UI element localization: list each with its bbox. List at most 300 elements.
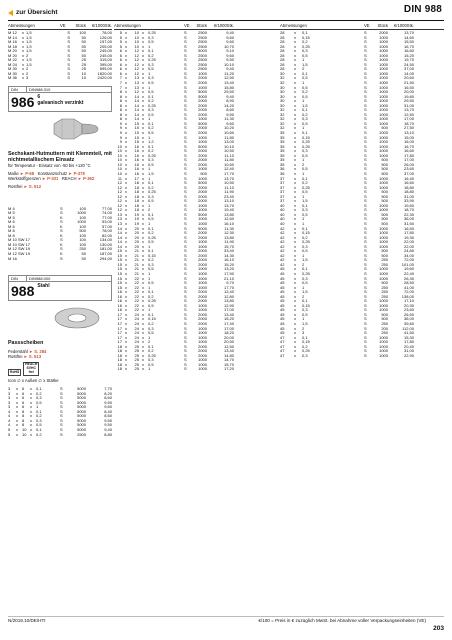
- table-cell: 19,40: [223, 208, 234, 213]
- table-cell: 12,50: [223, 76, 234, 81]
- table-cell: M 12: [8, 31, 17, 35]
- table-cell: 22: [134, 281, 139, 286]
- table-cell: 9,70: [226, 281, 234, 286]
- table-cell: S: [184, 217, 187, 222]
- table-cell: x: [294, 190, 296, 195]
- table-cell: x: [16, 427, 18, 432]
- table-cell: 18: [117, 367, 122, 372]
- table-cell: 0,5: [148, 112, 154, 117]
- table-cell: M 10 SW 17: [8, 238, 31, 243]
- table-cell: 6: [22, 405, 25, 410]
- table-cell: 25: [134, 358, 139, 363]
- table-cell: 17: [117, 312, 122, 317]
- table-cell: 5000: [198, 212, 207, 217]
- table-row: 13 x 19 x 0,5 S 1000 12,60: [114, 217, 276, 222]
- table-cell: x: [294, 326, 296, 331]
- table-cell: 1000: [198, 117, 207, 122]
- table-cell: 0,2: [302, 112, 308, 117]
- table-cell: 100: [79, 206, 86, 211]
- table-cell: 13,70: [223, 176, 234, 181]
- link-werkstoff[interactable]: ► P-331: [41, 175, 59, 181]
- table-cell: 22,90: [403, 353, 414, 358]
- table-cell: 10: [117, 153, 122, 158]
- table-cell: 24: [134, 340, 139, 345]
- table-cell: S: [184, 312, 187, 317]
- table-row: 17 x 24 x 2 S 1000 20,50: [114, 340, 276, 345]
- table-cell: S: [364, 71, 367, 76]
- table-cell: 0,25: [302, 271, 310, 276]
- table-cell: x: [294, 276, 296, 281]
- table-cell: S: [184, 212, 187, 217]
- table-row: 8 x 14 x 0,25 S 2000 14,20: [114, 104, 276, 109]
- table-cell: 78,00: [101, 31, 112, 35]
- table-cell: x: [294, 258, 296, 263]
- table-cell: 0,1: [148, 181, 154, 186]
- table-row: 7 x 13 x 0,3 S 2000 12,50: [114, 76, 276, 81]
- table-cell: 18: [117, 358, 122, 363]
- table-cell: x: [30, 423, 32, 428]
- table-cell: 1000: [198, 271, 207, 276]
- table-cell: S: [184, 362, 187, 367]
- table-cell: 0,2: [36, 391, 42, 396]
- table-cell: 18: [117, 349, 122, 354]
- table-cell: S: [67, 58, 70, 63]
- table-cell: S: [364, 262, 367, 267]
- table-cell: 130,00: [99, 242, 112, 247]
- table-cell: 35: [280, 162, 285, 167]
- table-cell: 6: [119, 62, 122, 67]
- table-cell: M 6: [8, 224, 15, 229]
- table-cell: 2000: [198, 199, 207, 204]
- table-cell: 9,10: [226, 49, 234, 54]
- table-row: 18 x 25 x 1 S 1000 17,20: [114, 367, 276, 372]
- table-cell: 100: [79, 242, 86, 247]
- table-cell: 12,90: [223, 303, 234, 308]
- table-cell: 45: [280, 303, 285, 308]
- table-row: 14 x 20 x 0,1 S 5000 11,30: [114, 227, 276, 232]
- table-cell: S: [364, 103, 367, 108]
- table-cell: 17: [117, 331, 122, 336]
- table-cell: 2000: [198, 162, 207, 167]
- table-row: 15 x 21 x 0,3 S 2000 15,20: [114, 263, 276, 268]
- table-cell: 1000: [198, 167, 207, 172]
- table-cell: 1000: [379, 85, 388, 90]
- table-cell: S: [60, 220, 63, 225]
- table-cell: 20,50: [223, 340, 234, 345]
- table-cell: S: [184, 358, 187, 363]
- table-cell: S: [364, 221, 367, 226]
- table-cell: 0,1: [302, 299, 308, 304]
- table-row: 12 x 18 x 0,1 S 5000 10,50: [114, 181, 276, 186]
- table-cell: 13,80: [223, 235, 234, 240]
- table-row: 10 x 16 x 0,25 S 2000 11,10: [114, 154, 276, 159]
- table-cell: 0,5: [148, 331, 154, 336]
- table-cell: 1: [302, 194, 305, 199]
- table-cell: 28: [280, 31, 285, 35]
- table-cell: x: [22, 62, 24, 67]
- table-cell: 1000: [198, 281, 207, 286]
- table-cell: S: [184, 267, 187, 272]
- table-cell: 9,40: [104, 427, 112, 432]
- table-cell: 34,00: [403, 253, 414, 258]
- table-cell: S: [364, 349, 367, 354]
- table-cell: x: [294, 271, 296, 276]
- table-row: 5 x 10 x 0,5 S 2500 9,60: [114, 40, 276, 45]
- table-cell: 15: [134, 135, 139, 140]
- table-cell: S: [364, 171, 367, 176]
- table-cell: 0,5: [148, 240, 154, 245]
- table-cell: 40: [280, 212, 285, 217]
- table-cell: 1: [148, 335, 151, 340]
- table-cell: S: [184, 335, 187, 340]
- table-row: 12 x 18 x 0,25 S 2000 11,90: [114, 190, 276, 195]
- table-cell: 2000: [198, 344, 207, 349]
- table-cell: S: [184, 44, 187, 49]
- table-cell: 16,70: [403, 44, 414, 49]
- link-masse[interactable]: ► P-68: [19, 170, 35, 176]
- table-cell: x: [294, 244, 296, 249]
- table-cell: 17,00: [223, 326, 234, 331]
- table-cell: 0,25: [148, 235, 156, 240]
- table-cell: 12: [117, 185, 122, 190]
- table-cell: S: [60, 206, 63, 211]
- table-cell: 10,50: [223, 181, 234, 186]
- table-cell: 45: [280, 308, 285, 313]
- table-cell: S: [184, 331, 187, 336]
- table-row: 10 x 16 x 1,5 S 500 17,70: [114, 172, 276, 177]
- table-cell: 5: [8, 432, 11, 437]
- table-cell: 16,60: [403, 181, 414, 186]
- table-cell: x: [294, 312, 296, 317]
- table-cell: x: [294, 44, 296, 49]
- table-cell: S: [60, 396, 63, 401]
- table-cell: 10: [117, 158, 122, 163]
- table-row: 15 x 21 x 1 S 1000 17,50: [114, 272, 276, 277]
- table-cell: x: [294, 67, 296, 72]
- table-cell: x: [22, 40, 24, 45]
- table-cell: 500: [381, 217, 388, 222]
- table-cell: 1,5: [26, 40, 32, 45]
- table-cell: 78,00: [101, 229, 112, 234]
- link-rostfrei[interactable]: ► S. 512: [23, 183, 42, 189]
- table-cell: S: [67, 49, 70, 54]
- table-cell: K: [60, 215, 63, 220]
- table-cell: 40: [280, 217, 285, 222]
- table-cell: 1: [148, 135, 151, 140]
- arrow-left-icon: [8, 10, 13, 16]
- table-cell: 12,40: [223, 167, 234, 172]
- table-row: 9 x 15 x 1,2 S 1000 13,00: [114, 140, 276, 145]
- table-cell: S: [184, 176, 187, 181]
- table-cell: M 5: [8, 215, 15, 220]
- right-table-header: Abmessungen VE Stück €/1000Stk.: [236, 24, 444, 30]
- table-cell: 16,50: [403, 85, 414, 90]
- table-cell: 0,25: [302, 240, 310, 245]
- table-row: [8, 257, 112, 262]
- table-cell: x: [294, 158, 296, 163]
- table-cell: 1: [148, 167, 151, 172]
- table-cell: M 30: [8, 71, 17, 76]
- table-cell: x: [30, 400, 32, 405]
- table-cell: M 18: [8, 44, 17, 49]
- table-cell: 12: [117, 203, 122, 208]
- table-cell: 6: [119, 67, 122, 72]
- table-cell: 1000: [379, 62, 388, 67]
- table-cell: 6: [22, 396, 25, 401]
- table-cell: 18: [134, 190, 139, 195]
- table-cell: 13,00: [223, 140, 234, 145]
- table-cell: x: [16, 400, 18, 405]
- table-cell: 30: [280, 99, 285, 104]
- table-cell: 53,00: [101, 220, 112, 225]
- table-cell: x: [294, 153, 296, 158]
- table-cell: 10: [117, 149, 122, 154]
- table-cell: 4: [8, 409, 11, 414]
- table-cell: 12: [117, 199, 122, 204]
- table-cell: 17,80: [403, 340, 414, 345]
- table-cell: 45: [280, 281, 285, 286]
- table-cell: 0,5: [148, 90, 154, 95]
- table-cell: 0,5: [148, 131, 154, 136]
- table-cell: x: [16, 409, 18, 414]
- table-cell: 13,70: [223, 203, 234, 208]
- table-cell: 1,5: [302, 322, 308, 326]
- table-cell: x: [294, 262, 296, 267]
- table-cell: S: [364, 249, 367, 254]
- table-cell: S: [364, 94, 367, 99]
- table-cell: M 22: [8, 58, 17, 63]
- table-cell: 138,00: [401, 294, 414, 299]
- table-cell: 0,3: [302, 208, 308, 213]
- table-cell: x: [294, 135, 296, 140]
- table-cell: S: [184, 90, 187, 95]
- table-cell: 8,60: [226, 108, 234, 113]
- table-cell: 30: [280, 71, 285, 76]
- table-cell: x: [22, 53, 24, 58]
- table-cell: 2500: [198, 62, 207, 67]
- table-row: 16 x 22 x 0,1 S 2000 12,40: [114, 290, 276, 295]
- table-cell: 1000: [198, 176, 207, 181]
- table-cell: 0,1: [148, 226, 154, 231]
- table-cell: 2000: [198, 158, 207, 163]
- table-cell: 36,00: [403, 317, 414, 322]
- table-cell: 1,5: [302, 103, 308, 108]
- table-cell: 0,5: [148, 67, 154, 72]
- table-cell: 23,60: [403, 167, 414, 172]
- table-cell: 0,5: [302, 249, 308, 254]
- table-cell: S: [184, 326, 187, 331]
- table-cell: 1000: [198, 208, 207, 213]
- product-box-988: DIN DIN988.000 988 Stahl: [8, 275, 112, 301]
- table-cell: 0,1: [148, 49, 154, 54]
- table-cell: x: [294, 121, 296, 126]
- table-cell: 2: [148, 208, 151, 213]
- table-cell: 15,20: [223, 317, 234, 322]
- left-column: Abmessungen VE Stück €/1000Stk. M 12 x 1,5 S 100 78,00 M 14 x 1,5 S 50 126,00 M 16 x 1,5 S 50 157,00 M 18 x 1,5 S 50 205,00 M 20 x 1,5 S 50 245,00 M 20 x 2 S 50 245,00 M 22 x 1,5 S 25 315,00 M 24 x 1,5 S 25 395,00 M 30 x 2 S 25 595,00 M 30 x 2 S 10 1820,00 M 36 x 3 S 10 2420,00 DIN DIN988.310 986 6 galvanisch verzinkt Sechskant-Hutmuttern mit Klemmteil, mit nichtmetallischem Einsatz für Temperatur - Einsatz von -50 bis +120 °C Maße ► P-68 Konstanzschutz ► P-378 Werkstoffgrenzen ► P-331 REACH ► P-362 Rostfrei ► S. 512 M 4 S 100 77,00 M 5 S 1000 74,00 M 5 K 100 77,00 M 6 S 1000 53,00 M 6 K 100 57,00 M 8 S 500 78,00 M 8 K 100 82,00 M 10 SW 17 S 100 134,00 M 10 SW 17 K 100 130,00 M 12 SW 19 S 250 181,00 M 12 SW 19 K 50 187,00 M 16 S 50 294,00 DIN DIN988.000 988 Stahl Passscheiben Federstahl ► S. 284 Rostfrei ► S. 513 RoHSREACH SVHC frei Icon ∅ x Außen ∅ x Stärke 3 x 6 x 0,1 S 5000 7,70 3 x 6 x 0,2 S 5000 8,20 3 x 6 x 0,3 S 5000 8,60 3 x 6 x 0,5 S 5000 9,50 3 x 6 x 1 S 5000 9,60 4 x 8 x 0,1 S 5000 8,40 4 x 8 x 0,2 S 5000 8,60 4 x 8 x 0,3 S 5000 9,50 4 x 8 x 0,5 S 5000 9,50 5 x 10 x 0,1 S 5000 9,40 5 x 10 x 0,2 S 2500 8,80: [8, 24, 112, 437]
- table-cell: x: [294, 162, 296, 167]
- table-cell: 50: [81, 256, 86, 261]
- table-cell: 0,1: [148, 249, 154, 254]
- back-link[interactable]: [8, 10, 58, 16]
- link-konstanz[interactable]: ► P-378: [68, 170, 85, 176]
- table-cell: 0,3: [148, 62, 154, 67]
- table-cell: 8,60: [104, 396, 112, 401]
- table-cell: M 8: [8, 233, 15, 238]
- table-cell: x: [294, 35, 296, 40]
- table-cell: 2420,00: [97, 76, 112, 81]
- table-cell: 47: [280, 335, 285, 340]
- table-row: 17 x 24 x 0,2 S 2000 17,40: [114, 322, 276, 327]
- table-cell: 12: [134, 67, 139, 72]
- table-row: 15 x 21 x 0,15 S 2000 14,30: [114, 254, 276, 259]
- table-cell: x: [294, 299, 296, 304]
- table-cell: S: [364, 353, 367, 358]
- table-cell: 19,60: [403, 203, 414, 208]
- table-cell: S: [184, 76, 187, 81]
- table-cell: S: [364, 31, 367, 35]
- table-cell: 0,25: [148, 58, 156, 63]
- table-cell: 11,10: [224, 153, 234, 158]
- table-cell: 3: [8, 400, 11, 405]
- table-cell: 112,00: [402, 326, 414, 331]
- table-cell: x: [294, 349, 296, 354]
- table-cell: 50: [81, 53, 86, 58]
- table-cell: x: [30, 405, 32, 410]
- table-cell: 32: [280, 126, 285, 131]
- table-cell: S: [60, 229, 63, 234]
- table-row: 14 x 20 x 1 S 1000 15,70: [114, 245, 276, 250]
- table-cell: 0,1: [36, 387, 42, 392]
- table-cell: 0,5: [148, 267, 154, 272]
- table-cell: 1,5: [302, 199, 308, 204]
- table-cell: x: [294, 322, 296, 326]
- table-cell: 0,2: [148, 322, 154, 326]
- table-row: 17 x 24 x 0,3 S 1000 17,00: [114, 327, 276, 332]
- table-cell: 0,5: [148, 81, 154, 86]
- table-cell: 5000: [77, 409, 86, 414]
- table-cell: 0,3: [302, 149, 308, 154]
- table-cell: 37: [280, 199, 285, 204]
- table-cell: 0,5: [148, 162, 154, 167]
- link-federstahl[interactable]: ► S. 284: [28, 348, 47, 354]
- table-cell: x: [294, 249, 296, 254]
- table-cell: S: [60, 414, 63, 419]
- table-cell: 57,00: [101, 224, 112, 229]
- table-cell: 500: [381, 158, 388, 163]
- table-cell: 28: [280, 67, 285, 72]
- table-cell: 24: [134, 322, 139, 326]
- table-cell: 0,2: [148, 258, 154, 263]
- table-cell: 5000: [77, 414, 86, 419]
- table-cell: 1000: [379, 303, 388, 308]
- table-cell: x: [294, 240, 296, 245]
- table-row: 9 x 15 x 0,1 S 5000 9,60: [114, 122, 276, 127]
- footer-note: €/100 = Preis in € zuzüglich MwSt. bei Abnahme voller Verpackungseinheiten (VE): [258, 618, 426, 623]
- table-cell: 6: [119, 71, 122, 76]
- table-cell: 42: [280, 231, 285, 236]
- table-cell: S: [364, 226, 367, 231]
- table-cell: 17,10: [403, 299, 414, 304]
- table-cell: 41,50: [403, 331, 414, 336]
- footer-code: N/2019.10/DE/HTI: [8, 618, 46, 623]
- table-row: 10 x 16 x 0,3 S 2000 11,80: [114, 158, 276, 163]
- product-number: 986: [11, 94, 35, 111]
- table-cell: 40: [280, 221, 285, 226]
- table-cell: 1000: [198, 340, 207, 345]
- table-cell: x: [294, 335, 296, 340]
- table-cell: 8,80: [104, 432, 112, 437]
- table-cell: 37: [280, 185, 285, 190]
- table-row: 18 x 25 x 0,2 S 2000 13,40: [114, 349, 276, 354]
- table-cell: S: [184, 67, 187, 72]
- table-cell: S: [184, 153, 187, 158]
- table-cell: 22: [134, 294, 139, 299]
- table-cell: 2000: [198, 99, 207, 104]
- table-cell: 1,5: [26, 31, 32, 35]
- table-cell: 0,3: [302, 276, 308, 281]
- table-cell: 1000: [379, 308, 388, 313]
- product-code: DIN988.000: [29, 275, 51, 281]
- table-cell: x: [294, 290, 296, 295]
- table-cell: 1: [302, 158, 305, 163]
- table-cell: 45: [280, 290, 285, 295]
- table-cell: S: [184, 231, 187, 236]
- table-cell: 20,00: [223, 335, 234, 340]
- table-cell: 0,1: [148, 344, 154, 349]
- table-cell: 2: [26, 71, 29, 76]
- table-cell: 1000: [379, 244, 388, 249]
- table-cell: 11,30: [224, 226, 234, 231]
- table-cell: S: [184, 99, 187, 104]
- table-cell: 16,60: [403, 149, 414, 154]
- table-cell: S: [364, 240, 367, 245]
- table-cell: 9,40: [226, 67, 234, 72]
- table-cell: 1820,00: [97, 71, 112, 76]
- table-cell: x: [16, 387, 18, 392]
- table-cell: 5000: [198, 121, 207, 126]
- table-cell: S: [184, 190, 187, 195]
- table-cell: x: [30, 432, 32, 437]
- table-cell: M 14: [8, 35, 17, 40]
- table-cell: 5: [119, 31, 122, 35]
- table-cell: 32: [280, 117, 285, 122]
- table-row: 12 x 18 x 0,5 S 2000 13,10: [114, 199, 276, 204]
- table-row: 6 x 12 x 0,3 S 2500 10,10: [114, 63, 276, 68]
- table-cell: S: [184, 285, 187, 290]
- table-cell: x: [22, 44, 24, 49]
- table-cell: 8: [22, 418, 25, 423]
- table-cell: 2000: [198, 76, 207, 81]
- table-cell: 9: [119, 140, 122, 145]
- table-cell: M 16: [8, 40, 17, 45]
- table-cell: 500: [381, 171, 388, 176]
- link-reach[interactable]: ► P-362: [77, 175, 95, 181]
- table-cell: S: [67, 44, 70, 49]
- table-cell: 28: [280, 58, 285, 63]
- page-number: 203: [433, 625, 444, 632]
- table-cell: 45: [280, 285, 285, 290]
- table-cell: M 10 SW 17: [8, 242, 31, 247]
- table-cell: S: [184, 308, 187, 313]
- table-cell: 42: [280, 240, 285, 245]
- table-cell: 2500: [77, 432, 86, 437]
- table-cell: 1,5: [26, 62, 32, 67]
- table-cell: 0,2: [148, 126, 154, 131]
- table-cell: 0,5: [302, 212, 308, 217]
- table-row: 7 x 13 x 0,5 S 2000 13,40: [114, 81, 276, 86]
- table-cell: 37: [280, 194, 285, 199]
- link-rostfrei-2[interactable]: ► S. 513: [23, 353, 42, 359]
